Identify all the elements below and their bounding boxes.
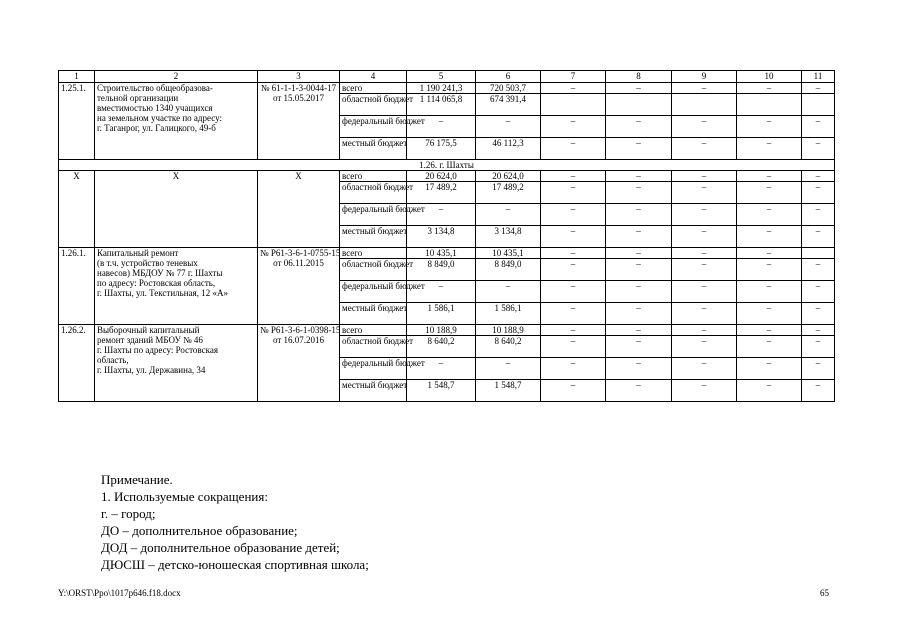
value-cell: – xyxy=(606,204,672,226)
value-cell: – xyxy=(606,171,672,182)
value-cell: – xyxy=(541,281,606,303)
column-number: 7 xyxy=(541,71,606,83)
funding-source: местный бюджет xyxy=(340,303,407,325)
object-name-line: Выборочный капитальный xyxy=(97,325,200,335)
funding-source: местный бюджет xyxy=(340,138,407,160)
value-col5: 3 134,8 xyxy=(407,226,476,248)
value-cell: – xyxy=(541,358,606,380)
value-cell: – xyxy=(672,358,737,380)
value-cell: – xyxy=(802,116,835,138)
value-cell: – xyxy=(672,259,737,281)
value-cell: – xyxy=(737,325,802,336)
value-cell: – xyxy=(541,204,606,226)
value-cell: – xyxy=(672,204,737,226)
value-cell: – xyxy=(737,303,802,325)
value-cell: – xyxy=(802,259,835,281)
object-name xyxy=(95,83,258,160)
value-col6: – xyxy=(476,358,541,380)
column-number: 8 xyxy=(606,71,672,83)
value-col5: 10 435,1 xyxy=(407,248,476,259)
value-cell: – xyxy=(672,325,737,336)
value-col6: 46 112,3 xyxy=(476,138,541,160)
value-col6: – xyxy=(476,281,541,303)
column-number: 6 xyxy=(476,71,541,83)
value-col6: 1 548,7 xyxy=(476,380,541,402)
object-document-line: Х xyxy=(295,171,302,181)
funding-source: федеральный бюджет xyxy=(340,281,407,303)
value-cell: – xyxy=(541,248,606,259)
value-cell: – xyxy=(606,380,672,402)
object-name-line: Строительство общеобразова- xyxy=(97,83,213,93)
value-col6: 674 391,4 xyxy=(476,94,541,116)
object-name-line: г. Шахты по адресу: Ростовская xyxy=(97,345,218,355)
value-cell: – xyxy=(802,336,835,358)
value-cell: – xyxy=(802,138,835,160)
value-cell: – xyxy=(606,336,672,358)
value-col5: 1 548,7 xyxy=(407,380,476,402)
value-cell: – xyxy=(802,303,835,325)
footer-file-path: Y:\ORST\Ppo\1017p646.f18.docx xyxy=(58,588,181,598)
object-name xyxy=(95,325,258,402)
column-number: 3 xyxy=(258,71,340,83)
value-cell: – xyxy=(541,83,606,94)
note-line: Примечание. xyxy=(101,472,173,487)
value-col5: – xyxy=(407,281,476,303)
value-col5: 8 849,0 xyxy=(407,259,476,281)
value-cell: – xyxy=(672,171,737,182)
object-name-line: на земельном участке по адресу: xyxy=(97,113,222,123)
header-row xyxy=(59,71,835,83)
column-number: 4 xyxy=(340,71,407,83)
object-name-line: навесов) МБДОУ № 77 г. Шахты xyxy=(97,268,223,278)
note-line: ДОД – дополнительное образование детей; xyxy=(101,540,340,555)
value-cell: – xyxy=(606,303,672,325)
value-cell: – xyxy=(606,281,672,303)
value-cell: – xyxy=(737,138,802,160)
value-cell xyxy=(672,94,737,116)
note-line: 1. Используемые сокращения: xyxy=(101,489,268,504)
column-number: 5 xyxy=(407,71,476,83)
object-number: 1.25.1. xyxy=(59,83,95,160)
funding-source: областной бюджет xyxy=(340,182,407,204)
object-number: Х xyxy=(59,171,95,248)
funding-source: федеральный бюджет xyxy=(340,204,407,226)
value-cell: – xyxy=(672,116,737,138)
value-col5: 17 489,2 xyxy=(407,182,476,204)
value-cell: – xyxy=(802,204,835,226)
note-line: ДЮСШ – детско-юношеская спортивная школа; xyxy=(101,557,369,572)
value-col5: 1 586,1 xyxy=(407,303,476,325)
object-document-line: № Р61-3-6-1-0755-15 xyxy=(260,248,341,258)
object-document-line: № Р61-3-6-1-0398-15 xyxy=(260,325,341,335)
column-number: 9 xyxy=(672,71,737,83)
value-cell: – xyxy=(541,182,606,204)
value-cell: – xyxy=(737,182,802,204)
object-name-line: Капитальный ремонт xyxy=(97,248,179,258)
value-cell: – xyxy=(737,226,802,248)
value-cell: – xyxy=(737,380,802,402)
value-cell: – xyxy=(672,182,737,204)
value-cell: – xyxy=(737,259,802,281)
value-cell: – xyxy=(802,358,835,380)
table-row xyxy=(59,325,835,336)
table-row xyxy=(59,83,835,94)
value-col6: 720 503,7 xyxy=(476,83,541,94)
object-number: 1.26.1. xyxy=(59,248,95,325)
value-cell: – xyxy=(606,358,672,380)
value-cell: – xyxy=(737,281,802,303)
value-cell: – xyxy=(606,138,672,160)
value-cell: – xyxy=(737,204,802,226)
value-cell: – xyxy=(672,226,737,248)
object-document-line: № 61-1-1-3-0044-17 xyxy=(260,83,337,93)
object-name-line: (в т.ч. устройство теневых xyxy=(97,258,198,268)
value-col6: 8 849,0 xyxy=(476,259,541,281)
value-cell: – xyxy=(802,83,835,94)
budget-table xyxy=(58,70,835,402)
value-cell: – xyxy=(606,259,672,281)
funding-source: федеральный бюджет xyxy=(340,358,407,380)
funding-source: местный бюджет xyxy=(340,226,407,248)
value-cell: – xyxy=(672,248,737,259)
value-cell: – xyxy=(541,325,606,336)
funding-source: областной бюджет xyxy=(340,94,407,116)
value-cell: – xyxy=(606,116,672,138)
value-cell: – xyxy=(802,171,835,182)
value-col6: 10 435,1 xyxy=(476,248,541,259)
value-col5: 8 640,2 xyxy=(407,336,476,358)
value-col6: – xyxy=(476,204,541,226)
value-col6: 17 489,2 xyxy=(476,182,541,204)
value-col5: – xyxy=(407,204,476,226)
value-col5: 76 175,5 xyxy=(407,138,476,160)
funding-source: местный бюджет xyxy=(340,380,407,402)
footer-page-number: 65 xyxy=(820,588,829,598)
section-heading-row xyxy=(59,160,835,171)
object-name xyxy=(95,248,258,325)
object-name-line: г. Шахты, ул. Текстильная, 12 «А» xyxy=(97,288,228,298)
object-name xyxy=(95,171,258,248)
value-cell: – xyxy=(737,171,802,182)
object-document xyxy=(258,171,340,248)
value-cell xyxy=(802,248,835,259)
object-name-line: вместимостью 1340 учащихся xyxy=(97,103,213,113)
value-col5: 1 190 241,3 xyxy=(407,83,476,94)
column-number: 11 xyxy=(802,71,835,83)
note-line: ДО – дополнительное образование; xyxy=(101,523,298,538)
value-cell: – xyxy=(802,226,835,248)
column-number: 1 xyxy=(59,71,95,83)
value-cell: – xyxy=(541,380,606,402)
value-cell: – xyxy=(672,303,737,325)
object-number: 1.26.2. xyxy=(59,325,95,402)
table-row xyxy=(59,248,835,259)
value-cell: – xyxy=(737,248,802,259)
value-cell: – xyxy=(737,83,802,94)
value-cell: – xyxy=(802,325,835,336)
value-cell: – xyxy=(802,380,835,402)
object-document xyxy=(258,325,340,402)
value-col6: – xyxy=(476,116,541,138)
value-col6: 1 586,1 xyxy=(476,303,541,325)
value-cell: – xyxy=(606,226,672,248)
value-cell: – xyxy=(737,336,802,358)
value-col5: 10 188,9 xyxy=(407,325,476,336)
object-document xyxy=(258,83,340,160)
value-col6: 20 624,0 xyxy=(476,171,541,182)
notes-block xyxy=(101,471,369,573)
column-number: 2 xyxy=(95,71,258,83)
value-cell xyxy=(737,94,802,116)
value-cell xyxy=(606,94,672,116)
section-heading: 1.26. г. Шахты xyxy=(59,160,835,171)
value-cell: – xyxy=(606,182,672,204)
value-cell: – xyxy=(737,116,802,138)
value-cell: – xyxy=(737,358,802,380)
value-cell: – xyxy=(672,336,737,358)
funding-source: всего xyxy=(340,171,407,182)
object-name-line: по адресу: Ростовская область, xyxy=(97,278,216,288)
value-col5: – xyxy=(407,116,476,138)
column-number: 10 xyxy=(737,71,802,83)
value-cell: – xyxy=(606,248,672,259)
value-col6: 3 134,8 xyxy=(476,226,541,248)
value-cell: – xyxy=(672,83,737,94)
value-cell: – xyxy=(672,281,737,303)
table-row xyxy=(59,171,835,182)
funding-source: всего xyxy=(340,248,407,259)
value-cell: – xyxy=(672,380,737,402)
value-cell: – xyxy=(541,171,606,182)
funding-source: областной бюджет xyxy=(340,336,407,358)
object-document-line: от 06.11.2015 xyxy=(273,258,324,268)
value-cell: – xyxy=(606,325,672,336)
value-cell: – xyxy=(541,336,606,358)
funding-source: всего xyxy=(340,83,407,94)
object-name-line: г. Таганрог, ул. Галицкого, 49-б xyxy=(97,123,216,133)
value-col6: 10 188,9 xyxy=(476,325,541,336)
value-cell: – xyxy=(672,138,737,160)
value-cell: – xyxy=(802,281,835,303)
value-cell xyxy=(541,94,606,116)
object-name-line: область, xyxy=(97,355,129,365)
object-name-line: тельной организации xyxy=(97,93,179,103)
value-cell: – xyxy=(541,116,606,138)
value-cell: – xyxy=(541,259,606,281)
funding-source: областной бюджет xyxy=(340,259,407,281)
value-col5: – xyxy=(407,358,476,380)
object-name-line: ремонт зданий МБОУ № 46 xyxy=(97,335,203,345)
value-col6: 8 640,2 xyxy=(476,336,541,358)
value-cell: – xyxy=(541,226,606,248)
value-cell: – xyxy=(541,138,606,160)
value-col5: 20 624,0 xyxy=(407,171,476,182)
object-document xyxy=(258,248,340,325)
funding-source: федеральный бюджет xyxy=(340,116,407,138)
value-cell: – xyxy=(606,83,672,94)
object-document-line: от 16.07.2016 xyxy=(272,335,325,345)
value-cell: – xyxy=(802,182,835,204)
note-line: г. – город; xyxy=(101,506,156,521)
value-cell xyxy=(802,94,835,116)
value-cell: – xyxy=(541,303,606,325)
value-col5: 1 114 065,8 xyxy=(407,94,476,116)
object-name-line: Х xyxy=(172,171,180,181)
object-document-line: от 15.05.2017 xyxy=(272,93,325,103)
funding-source: всего xyxy=(340,325,407,336)
object-name-line: г. Шахты, ул. Державина, 34 xyxy=(97,365,206,375)
